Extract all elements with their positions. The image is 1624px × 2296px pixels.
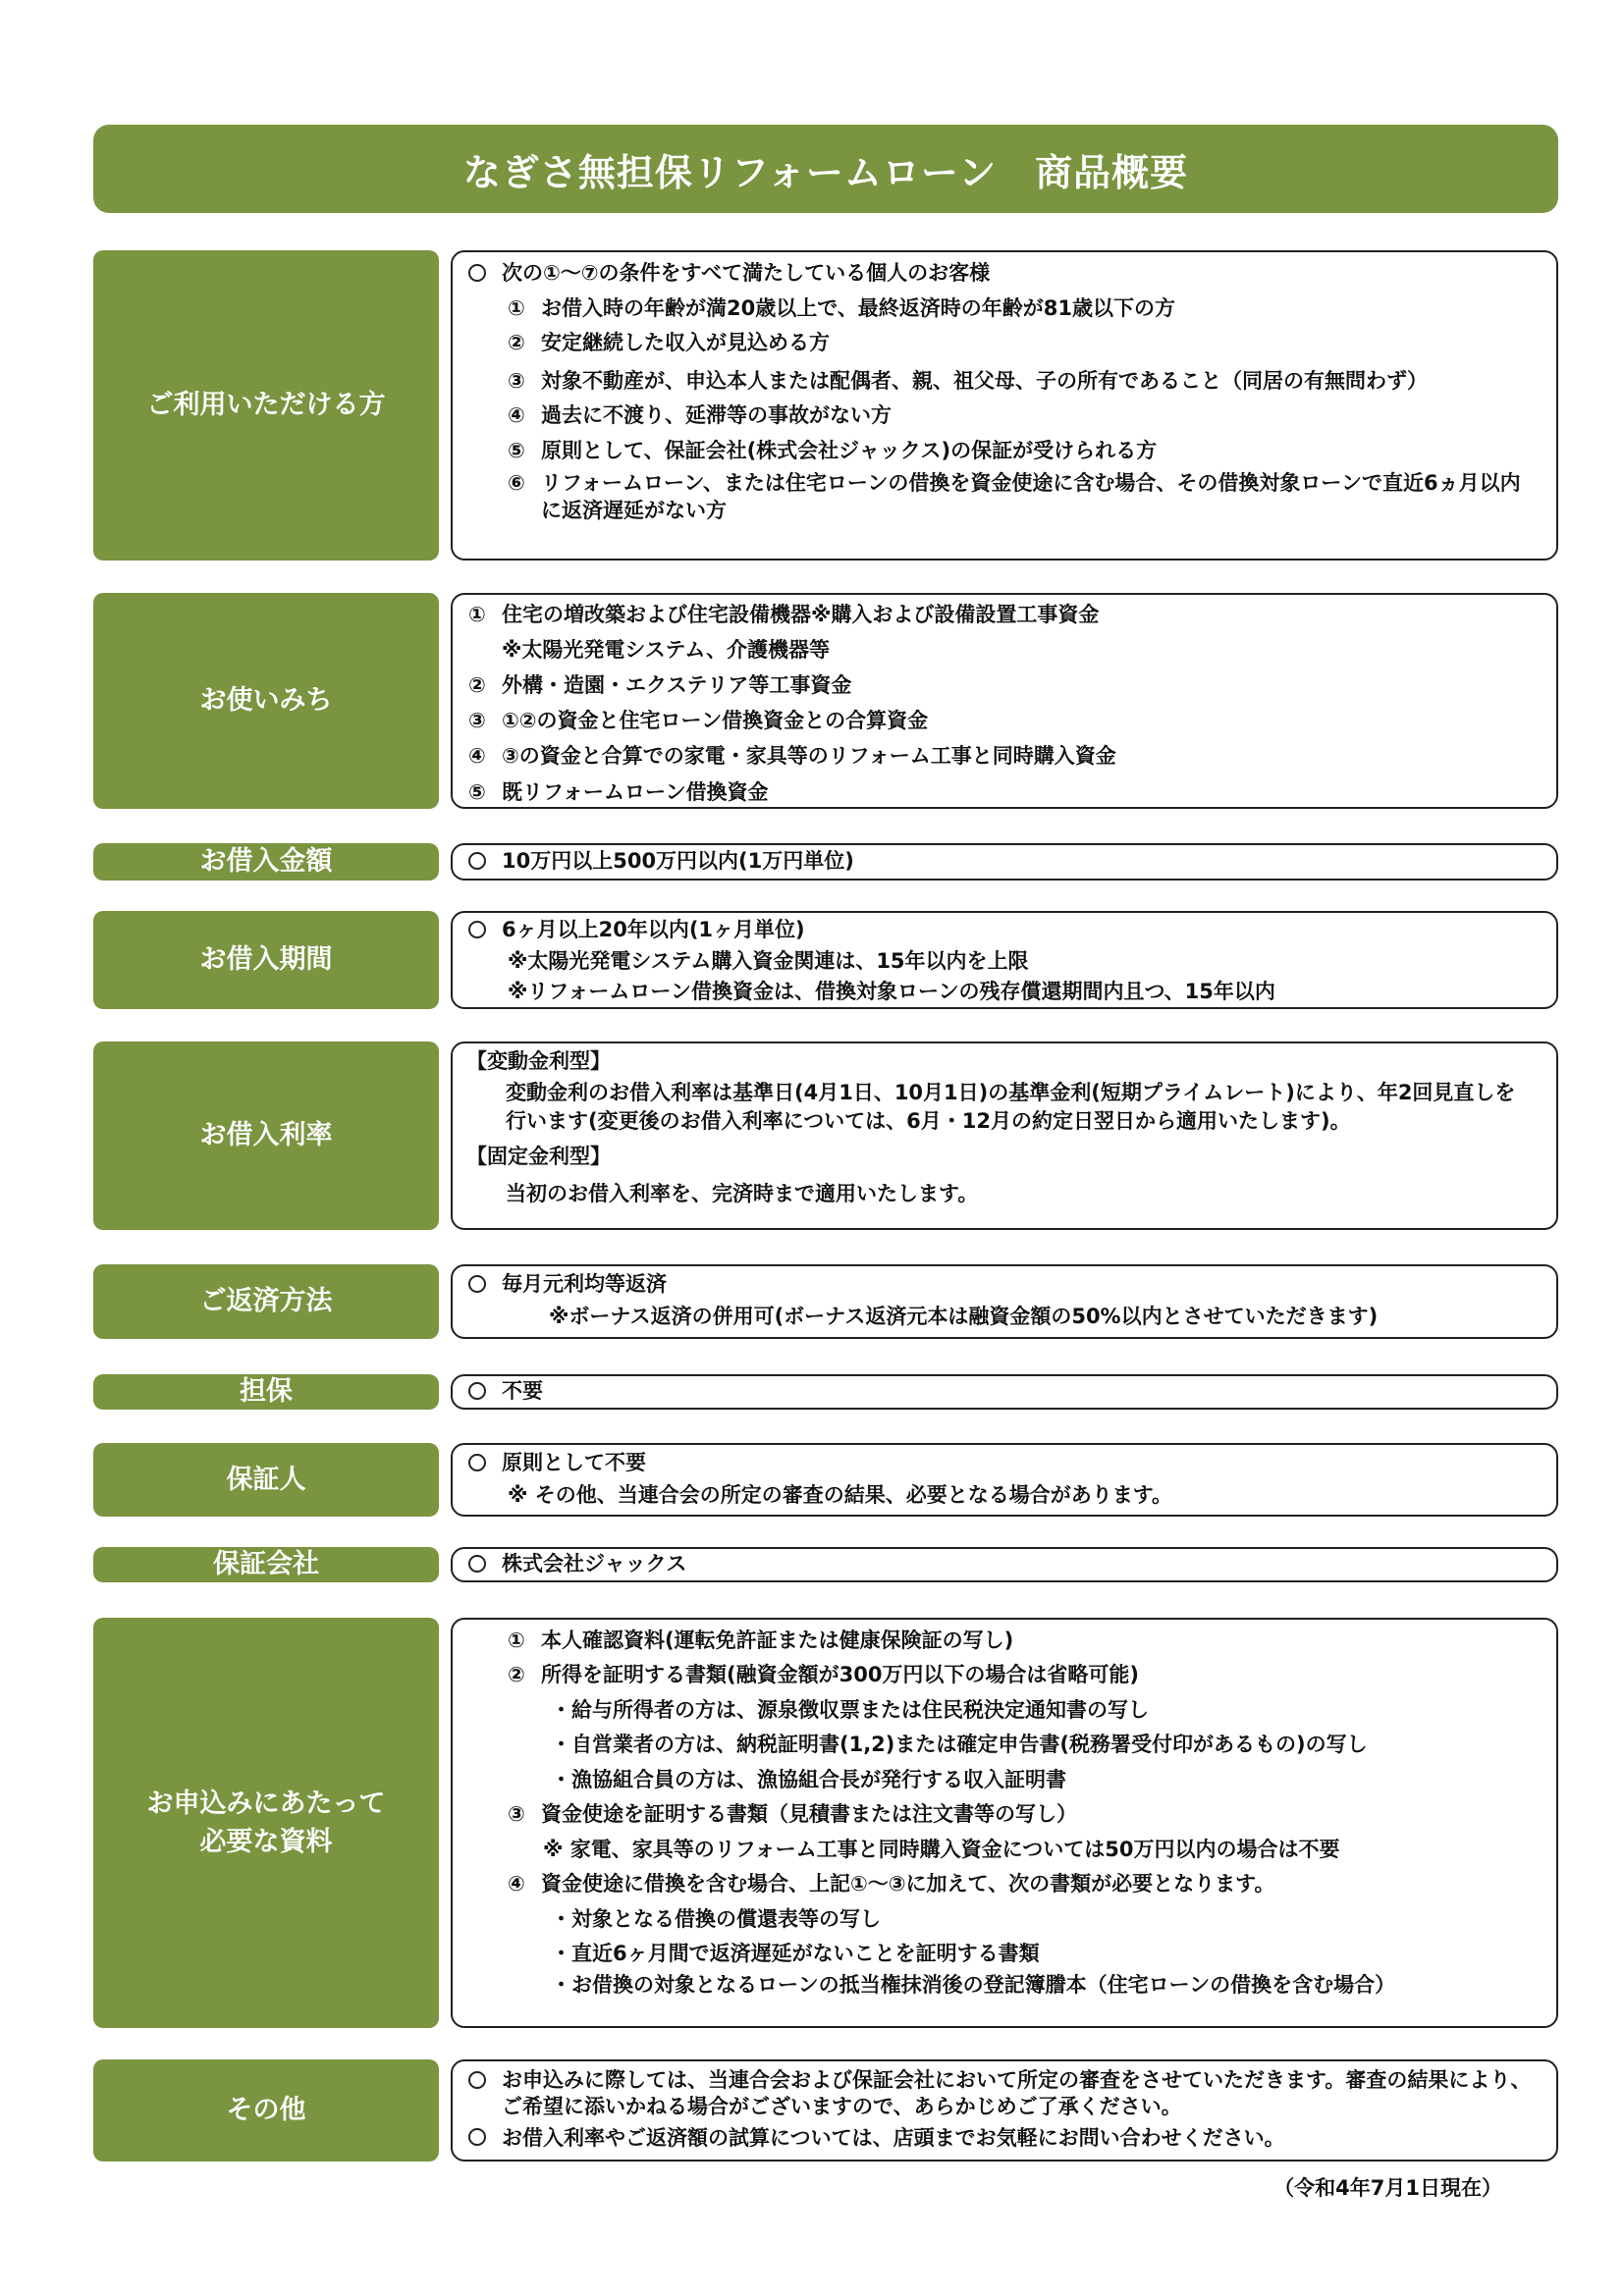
section-content-documents xyxy=(451,1618,1558,2028)
section-rate xyxy=(93,1041,1558,1230)
list-item: ④ 資金使途に借換を含む場合、上記①～③に加えて、次の書類が必要となります。 xyxy=(508,1872,1275,1896)
list-item: ④ 過去に不渡り、延滞等の事故がない方 xyxy=(508,403,892,428)
section-usage xyxy=(93,593,1558,809)
section-label-other: その他 xyxy=(93,2059,439,2162)
section-content-rate xyxy=(451,1041,1558,1230)
list-item: ① 本人確認資料(運転免許証または健康保険証の写し) xyxy=(508,1629,1014,1652)
list-item: ・給与所得者の方は、源泉徴収票または住民税決定通知書の写し xyxy=(551,1697,1149,1722)
section-label-eligibility: ご利用いただける方 xyxy=(93,250,439,561)
section-label-collateral: 担保 xyxy=(93,1374,439,1410)
section-label-period: お借入期間 xyxy=(93,911,439,1009)
list-item: ② 安定継続した収入が見込める方 xyxy=(508,331,830,355)
section-label-guarantor: 保証人 xyxy=(93,1443,439,1517)
list-item: ① お借入時の年齢が満20歳以上で、最終返済時の年齢が81歳以下の方 xyxy=(508,295,1176,320)
page-title-bar xyxy=(93,125,1558,213)
section-content-period: 6ヶ月以上20年以内(1ヶ月単位) ※太陽光発電システム購入資金関連は、15年以内を上限 ※リフォームローン借換資金は、借換対象ローンの残存償還期間内且つ、15年以内 xyxy=(451,911,1558,1009)
rate-variable-text: 変動金利のお借入利率は基準日(4月1日、10月1日)の基準金利(短期プライムレート)により、年2回見直しを行います(変更後のお借入利率については、6月・12月の約定日翌日から適用いたします)。 xyxy=(506,1081,1516,1133)
section-content-guarantor: 原則として不要 ※ その他、当連合会の所定の審査の結果、必要となる場合があります。 xyxy=(451,1443,1558,1517)
list-item: ③ 対象不動産が、申込本人または配偶者、親、祖父母、子の所有であること（同居の有無問わず） xyxy=(508,369,1428,394)
footer-date: （令和4年7月1日現在） xyxy=(1273,2176,1502,2200)
section-eligibility xyxy=(93,250,1558,561)
list-item: お借入利率やご返済額の試算については、店頭までお気軽にお問い合わせください。 xyxy=(468,2125,1537,2152)
section-label-guarantee-company: 保証会社 xyxy=(93,1547,439,1582)
section-label-rate: お借入利率 xyxy=(93,1041,439,1230)
section-other xyxy=(93,2059,1558,2162)
list-item: ③ ①②の資金と住宅ローン借換資金との合算資金 xyxy=(468,709,929,733)
section-documents xyxy=(93,1618,1558,2028)
circle-bullet-icon xyxy=(468,1376,502,1407)
section-guarantor xyxy=(93,1443,1558,1517)
list-item: ① 住宅の増改築および住宅設備機器※購入および設備設置工事資金 xyxy=(468,603,1100,626)
section-label-repayment: ご返済方法 xyxy=(93,1264,439,1339)
list-item: ② 所得を証明する書類(融資金額が300万円以下の場合は省略可能) xyxy=(508,1663,1140,1687)
section-content-collateral: 不要 xyxy=(451,1374,1558,1410)
list-item: ④ ③の資金と合算での家電・家具等のリフォーム工事と同時購入資金 xyxy=(468,744,1116,769)
section-content-other xyxy=(451,2059,1558,2162)
section-content-repayment: 毎月元利均等返済 ※ボーナス返済の併用可(ボーナス返済元本は融資金額の50%以内とさせていただきます) xyxy=(451,1264,1558,1339)
list-item: ・自営業者の方は、納税証明書(1,2)または確定申告書(税務署受付印があるもの)の写し xyxy=(551,1733,1368,1757)
list-item: ⑥ リフォームローン、または住宅ローンの借換を資金使途に含む場合、その借換対象ローンで直近6ヵ月以内に返済遅延がない方 xyxy=(508,470,1521,523)
rate-fixed-text: 当初のお借入利率を、完済時まで適用いたします。 xyxy=(506,1182,979,1206)
circle-bullet-icon xyxy=(468,1268,502,1301)
circle-bullet-icon xyxy=(468,1549,502,1579)
circle-bullet-icon xyxy=(468,2067,502,2094)
rate-variable-heading: 【変動金利型】 xyxy=(466,1049,611,1073)
list-item: ② 外構・造園・エクステリア等工事資金 xyxy=(468,673,852,698)
section-period xyxy=(93,911,1558,1009)
list-item: ・お借換の対象となるローンの抵当権抹消後の登記簿謄本（住宅ローンの借換を含む場合） xyxy=(551,1972,1396,1997)
circle-bullet-icon xyxy=(468,2125,502,2152)
circle-bullet-icon xyxy=(468,1447,502,1479)
section-label-amount: お借入金額 xyxy=(93,843,439,881)
section-content-amount: 10万円以上500万円以内(1万円単位) xyxy=(451,843,1558,881)
section-content-guarantee-company: 株式会社ジャックス xyxy=(451,1547,1558,1582)
list-item: ⑤ 既リフォームローン借換資金 xyxy=(468,779,769,804)
list-item: ※ 家電、家具等のリフォーム工事と同時購入資金については50万円以内の場合は不要 xyxy=(543,1837,1340,1861)
section-repayment xyxy=(93,1264,1558,1339)
list-item: お申込みに際しては、当連合会および保証会社において所定の審査をさせていただきます。審査の結果により、ご希望に添いかねる場合がございますので、あらかじめご了承ください。 xyxy=(468,2067,1537,2121)
section-content-eligibility xyxy=(451,250,1558,561)
circle-bullet-icon xyxy=(468,915,502,946)
list-item: ※太陽光発電システム、介護機器等 xyxy=(502,638,830,663)
section-guarantee-company xyxy=(93,1547,1558,1582)
list-item: ⑤ 原則として、保証会社(株式会社ジャックス)の保証が受けられる方 xyxy=(508,439,1158,463)
list-item: ③ 資金使途を証明する書類（見積書または注文書等の写し） xyxy=(508,1802,1077,1827)
circle-bullet-icon xyxy=(468,845,502,878)
section-collateral xyxy=(93,1374,1558,1410)
section-label-usage: お使いみち xyxy=(93,593,439,809)
page-title: なぎさ無担保リフォームローン 商品概要 xyxy=(462,150,1189,194)
eligibility-intro: 次の①～⑦の条件をすべて満たしている個人のお客様 xyxy=(502,261,991,285)
section-content-usage xyxy=(451,593,1558,809)
section-label-documents: お申込みにあたって 必要な資料 xyxy=(93,1618,439,2028)
list-item: ・漁協組合員の方は、漁協組合長が発行する収入証明書 xyxy=(551,1767,1066,1791)
rate-fixed-heading: 【固定金利型】 xyxy=(466,1145,611,1169)
circle-bullet-icon xyxy=(468,256,502,292)
list-item: ・対象となる借換の償還表等の写し xyxy=(551,1906,881,1931)
section-amount xyxy=(93,843,1558,881)
list-item: ・直近6ヶ月間で返済遅延がないことを証明する書類 xyxy=(551,1942,1040,1966)
